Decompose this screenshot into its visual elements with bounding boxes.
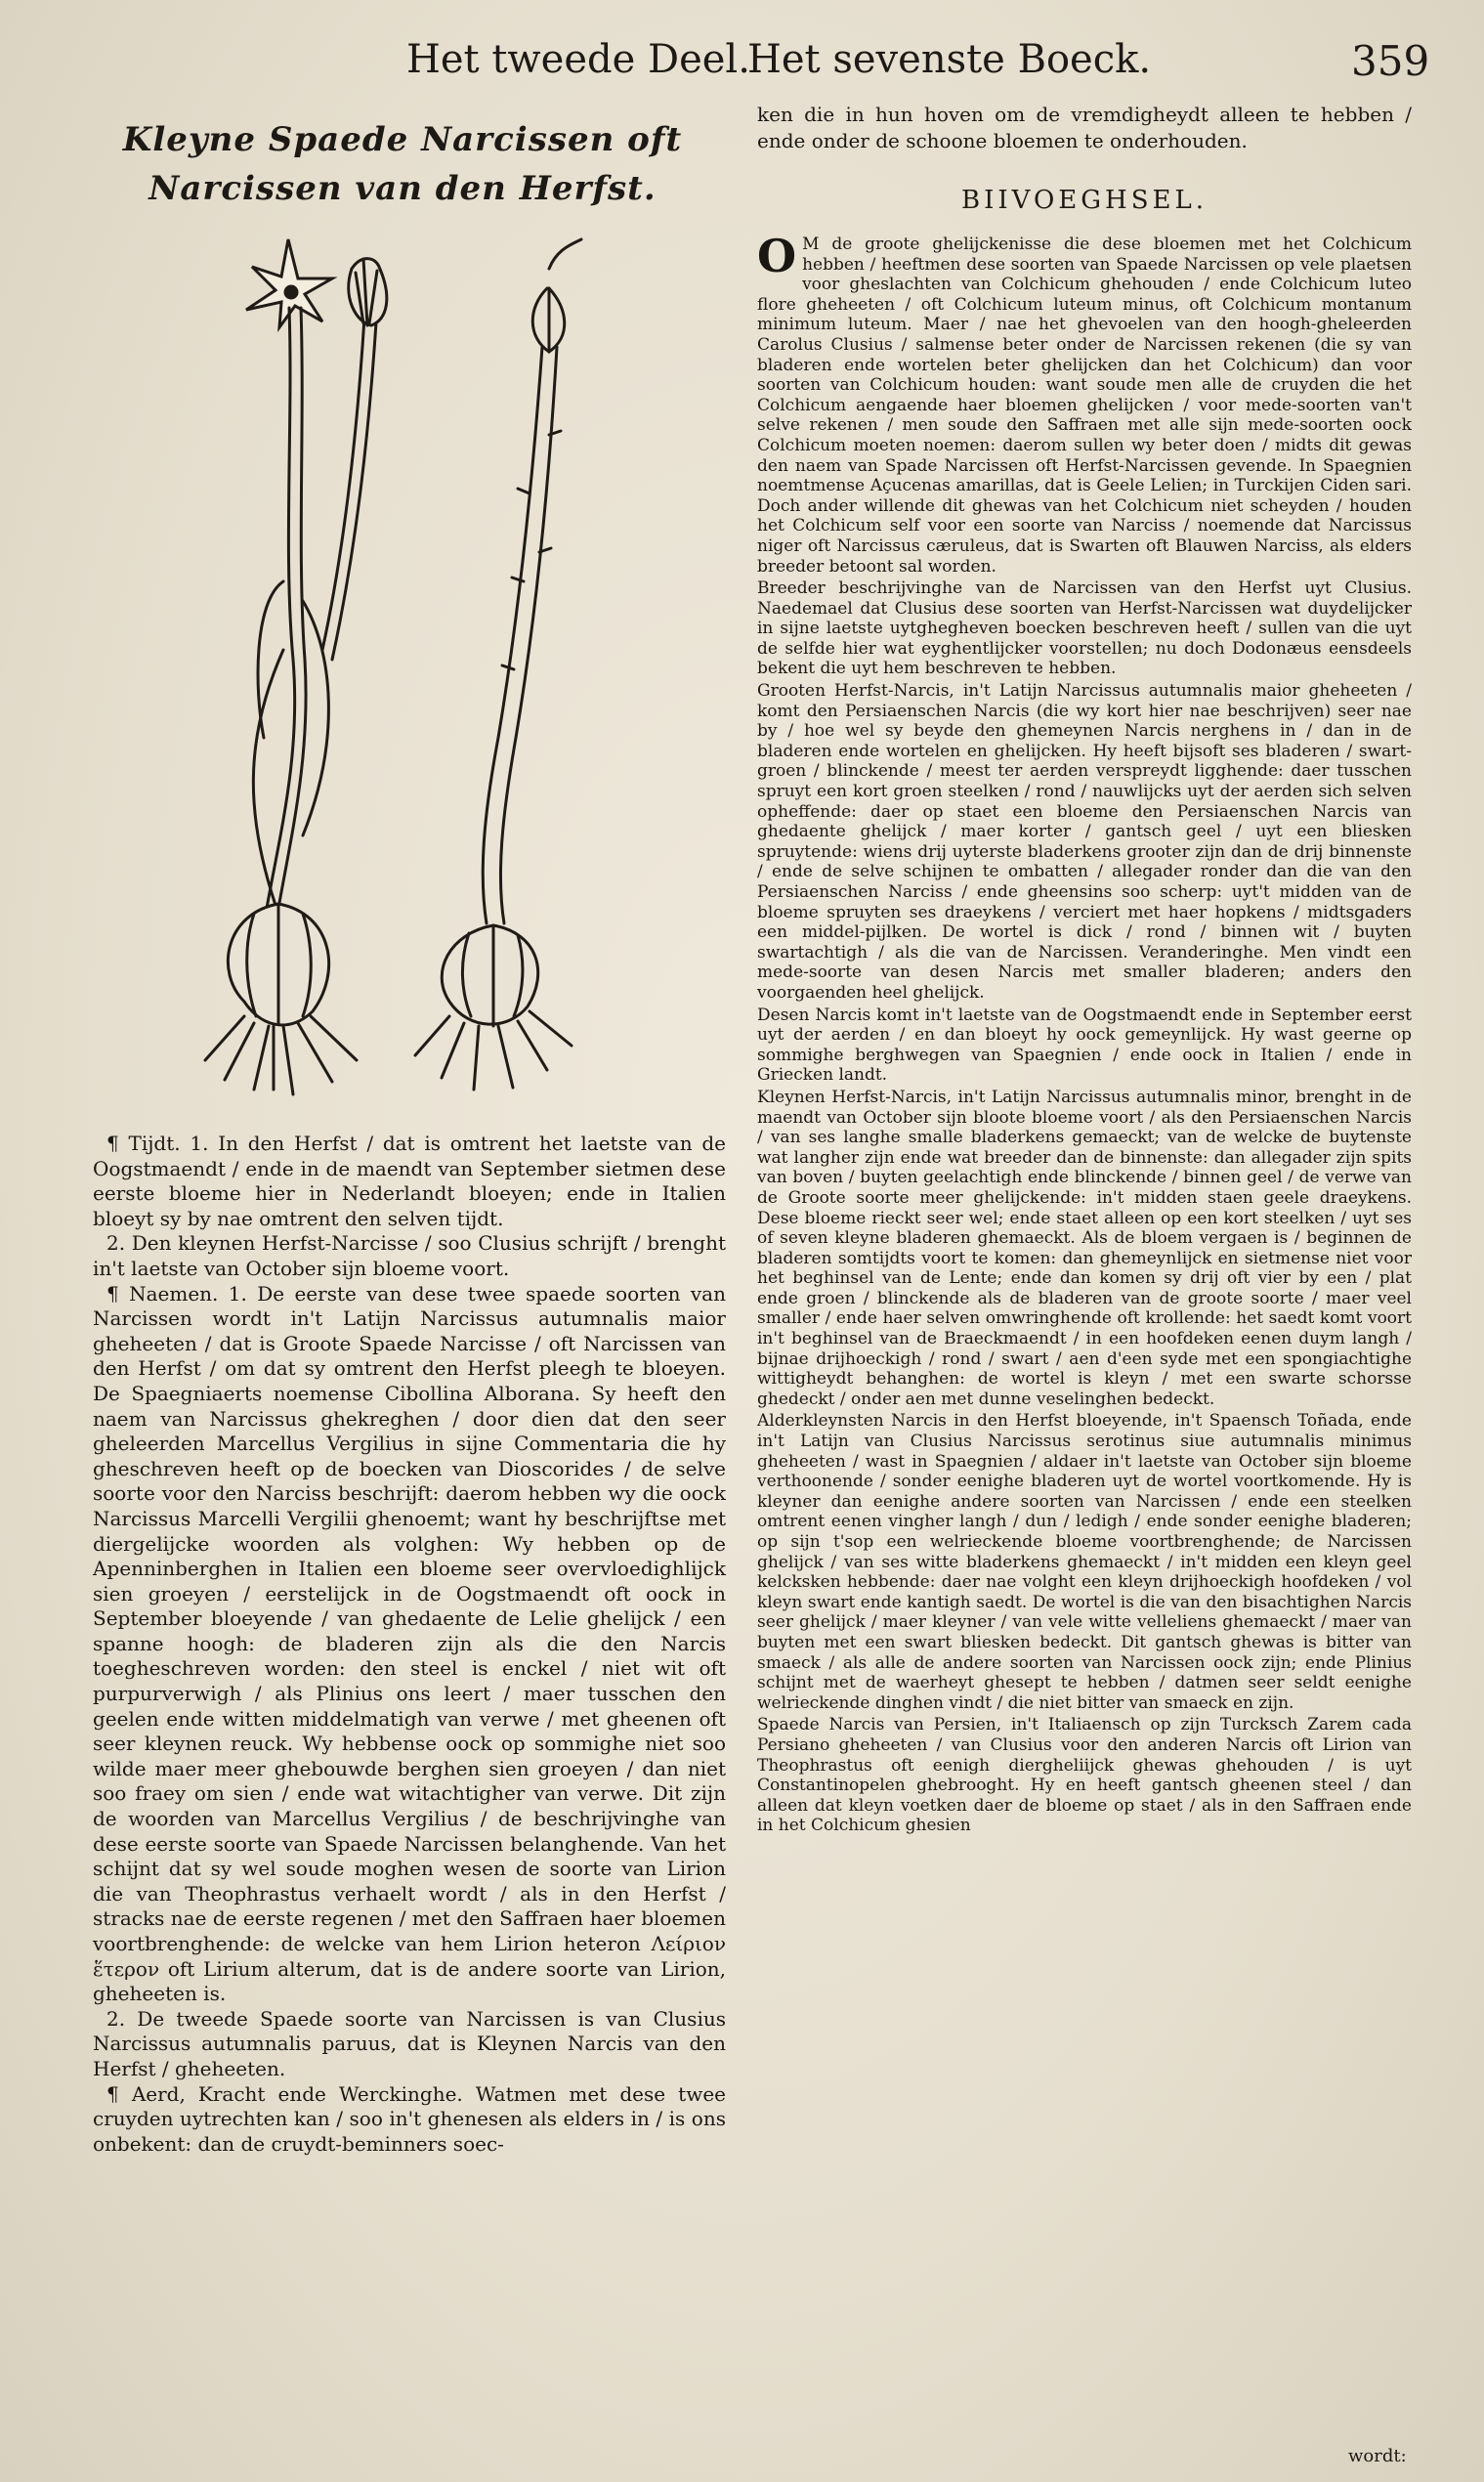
right-paragraph [757, 230, 1412, 577]
page-number: 359 [1351, 37, 1430, 85]
right-paragraph: Spaede Narcis van Persien, in't Italiaensch op zijn Turcksch Zarem cada Persiano gheheeten / van Clusius voor den anderen Narcis oft Lirion van Theophrastus oft eenigh diergheliijck ghewas ghehouden / is uyt Constantinopelen ghebrooght. Hy en heeft gantsch gheenen steel / dan alleen dat kleyn voetken daer de bloeme op staet / als in den Saffraen ende in het Colchicum ghesien [757, 1715, 1412, 1836]
narcissus-woodcut-illustration [186, 230, 645, 1129]
left-paragraph: 2. Den kleynen Herfst-Narcisse / soo Clusius schrijft / brenght in't laetste van October sijn bloeme voort. [93, 1231, 726, 1280]
right-paragraph: Desen Narcis komt in't laetste van de Oogstmaendt ende in September eerst uyt der aerden / en dan bloeyt hy oock gemeynlijck. Hy wast geerne op sommighe berghwegen van Spaegnien / ende oock in Italien / ende in Griecken landt. [757, 1005, 1412, 1086]
left-paragraph: ¶ Tijdt. 1. In den Herfst / dat is omtrent het laetste van de Oogstmaendt / ende in de maendt van September sietmen dese eerste bloeme hier in Nederlandt bloeyen; ende in Italien bloeyt sy by nae omtrent den selven tijdt. [93, 1132, 726, 1230]
section-heading-bijvoeghsel: BIIVOEGHSEL. [960, 186, 1208, 215]
left-paragraph: ¶ Naemen. 1. De eerste van dese twee spaede soorten van Narcissen wordt in't Latijn Narcissus autumnalis maior gheheeten / dat is Groote Spaede Narcisse / oft Narcissen van den Herfst / om dat sy omtrent den Herfst pleegh te bloeyen. De Spaegniaerts noemense Cibollina Alborana. Sy heeft den naem van Narcissus ghekreghen / door dien dat den seer gheleerden Marcellus Vergilius in sijne Commentaria die hy gheschreven heeft op de boecken van Dioscorides / de selve soorte voor den Narciss beschrijft: daerom hebben wy die oock Narcissus Marcelli Vergilii ghenoemt; want hy beschrijftse met diergelijcke woorden als volghen: Wy hebben op de Apenninberghen in Italien een bloeme seer overvloedighlijck sien groeyen / eerstelijck in de Oogstmaendt oft oock in September bloeyende / van ghedaente de Lelie ghelijck / een spanne hoogh: de bladeren zijn als die den Narcis toegheschreven worden: den steel is enckel / niet wit oft purpurverwigh / als Plinius ons leert / maer tusschen den geelen ende witten middelmatigh van verwe / met gheenen oft seer kleynen reuck. Wy hebbense oock op sommighe niet soo wilde maer meer ghebouwde berghen sien groeyen / dan niet soo fraey om sien / ende wat witachtigher van verwe. Dit zijn de woorden van Marcellus Vergilius / de beschrijvinghe van dese eerste soorte van Spaede Narcissen belanghende. Van het schijnt dat sy wel soude moghen wesen de soorte van Lirion die van Theophrastus verhaelt wordt / als in den Herfst / stracks nae de eerste regenen / met den Saffraen haer bloemen voortbrenghende: de welcke van hem Lirion heteron Λείριον ἕτερον oft Lirium alterum, dat is de andere soorte van Lirion, gheheeten is. [93, 1281, 726, 2006]
right-top-paragraph: ken die in hun hoven om de vremdigheydt alleen te hebben / ende onder de schoone bloemen te onderhouden. [757, 103, 1412, 152]
drop-cap: O [757, 230, 797, 282]
right-paragraph: Grooten Herfst-Narcis, in't Latijn Narcissus autumnalis maior gheheeten / komt den Persiaenschen Narcis (die wy kort hier nae beschrijven) seer nae by / hoe wel sy beyde den ghemeynen Narcis nerghens in / dan in de bladeren ende wortelen en ghelijcken. Hy heeft bijsoft ses bladeren / swart-groen / blinckende / meest ter aerden verspreydt ligghende: daer tusschen spruyt een kort groen steelken / rond / nauwlijcks uyt der aerden sich selven opheffende: daer op staet een bloeme den Persiaenschen Narcis van ghedaente ghelijck / maer korter / gantsch geel / uyt een bliesken spruytende: wiens drij uyterste bladerkens grooter zijn dan de drij binnenste / ende de selve schijnen te ombatten / allegader ronder dan die van den Persiaenschen Narciss / ende gheensins soo scherp: uyt't midden van de bloeme spruyten ses draeykens / verciert met haer hopkens / midtsgaders een middel-pijlken. De wortel is dick / rond / binnen wit / buyten swartachtigh / als die van de Narcissen. Veranderinghe. Men vindt een mede-soorte van desen Narcis met smaller bladeren; anders den voorgaenden heel ghelijck. [757, 681, 1412, 1003]
right-continuation [757, 102, 1412, 154]
left-text-column [93, 1132, 726, 2157]
left-paragraph: 2. De tweede Spaede soorte van Narcissen is van Clusius Narcissus autumnalis paruus, dat is Kleynen Narcis van den Herfst / gheheeten. [93, 2006, 726, 2080]
right-paragraph: Kleynen Herfst-Narcis, in't Latijn Narcissus autumnalis minor, brenght in de maendt van October sijn bloote bloeme voort / als den Persiaenschen Narcis / van ses langhe smalle bladerkens gemaeckt; van de welcke de buytenste wat langher zijn ende wat breeder dan de binnenste: dan allegader zijn spits van boven / buyten geelachtigh ende blinckende / binnen geel / de verwe van de Groote soorte meer ghelijckende: in't midden staen geele draeykens. Dese bloeme rieckt seer wel; ende staet alleen op een kort steelken / uyt ses of seven kleyne bladeren ghemaeckt. Als de bloem vergaen is / beginnen de bladeren somtijdts voort te komen: dan ghemeynlijck en sietmense niet voor het beghinsel van de Lente; ende dan komen sy drij oft vier by een / plat ende groen / blinckende als de bladeren van de groote soorte / maer veel smaller / ende haer selven omwringhende oft krollende: het saedt komt voort in't beghinsel van de Braeckmaendt / in een hoofdeken eenen duym langh / bijnae drijhoeckigh / rond / swart / aen d'een syde met een spongiachtighe wittigheydt behanghen: de wortel is kleyn / met een swarte schorsse ghedeckt / onder aen met dunne veselinghen bedeckt. [757, 1087, 1412, 1409]
plant-title: Kleyne Spaede Narcissen oft Narcissen van den Herfst. [122, 120, 683, 208]
header-part-title: Het tweede Deel. [406, 37, 750, 82]
right-paragraph-text: M de groote ghelijckenisse die dese bloemen met het Colchicum hebben / heeftmen dese soorten van Spaede Narcissen op vele plaetsen voor gheslachten van Colchicum ghehouden / ende Colchicum luteo flore gheheeten / oft Colchicum luteum minus, oft Colchicum montanum minimum luteum. Maer / nae het ghevoelen van den hoogh-gheleerden Carolus Clusius / salmense beter onder de Narcissen rekenen (die sy van bladeren ende wortelen beter ghelijcken dan het Colchicum) dan voor soorten van Colchicum houden: want soude men alle de cruyden die het Colchicum aengaende haer bloemen ghelijcken / voor mede-soorten van't selve rekenen / men soude den Saffraen met alle sijn mede-soorten oock Colchicum moeten noemen: daerom sullen wy beter doen / midts dit gewas den naem van Spade Narcissen oft Herfst-Narcissen gevende. In Spaegnien noemtmense Açucenas amarillas, dat is Geele Lelien; in Turckijen Ciden sari. Doch ander willende dit ghewas van het Colchicum niet scheyden / houden het Colchicum self voor een soorte van Narciss / noemende dat Narcissus niger oft Narcissus cæruleus, dat is Swarten oft Blauwen Narciss, als elders breeder betoont sal worden. [757, 235, 1412, 577]
left-paragraph: ¶ Aerd, Kracht ende Werckinghe. Watmen met dese twee cruyden uytrechten kan / soo in't ghenesen als elders in / is ons onbekent: dan de cruydt-beminners soec- [93, 2081, 726, 2156]
right-text-column [757, 230, 1412, 1838]
right-paragraph: Alderkleynsten Narcis in den Herfst bloeyende, in't Spaensch Toñada, ende in't Latijn van Clusius Narcissus serotinus siue autumnalis minimus gheheeten / wast in Spaegnien / aldaer in't laetste van October sijn bloeme verthoonende / sonder eenighe bladeren uyt de wortel voortkomende. Hy is kleyner dan eenighe andere soorten van Narcissen / ende een steelken omtrent eenen vingher langh / dun / ledigh / ende sonder eenighe bladeren; op sijn t'sop een welrieckende bloeme voortbrenghende; de Narcissen ghelijck / van ses witte bladerkens ghemaeckt / in't midden een kleyn geel kelcksken hebbende: daer nae volght een kleyn drijhoeckigh hoofdeken / vol kleyn swart ende kantigh saedt. De wortel is die van den bisachtighen Narcis seer ghelijck / maer kleyner / van vele witte velleliens ghemaeckt / maer van buyten met een swart bliesken bedeckt. Dit gantsch ghewas is bitter van smaeck / als alle de andere soorten van Narcissen oock zijn; ende Plinius schijnt met de waerheyt ghesept te hebben / datmen seer seldt eenighe welrieckende dinghen vindt / die niet bitter van smaeck en zijn. [757, 1411, 1412, 1713]
header-book-title: Het sevenste Boeck. [747, 37, 1152, 82]
right-paragraph: Breeder beschrijvinghe van de Narcissen van den Herfst uyt Clusius. Naedemael dat Clusius dese soorten van Herfst-Narcissen wat duydelijcker in sijne laetste uytghegheven boecken beschreven heeft / sullen van die uyt de selfde hier wat eyghentlijcker voorstellen; nu doch Dodonæus eensdeels bekent die uyt hem beschreven te hebben. [757, 578, 1412, 679]
catchword: wordt: [1348, 2446, 1407, 2466]
